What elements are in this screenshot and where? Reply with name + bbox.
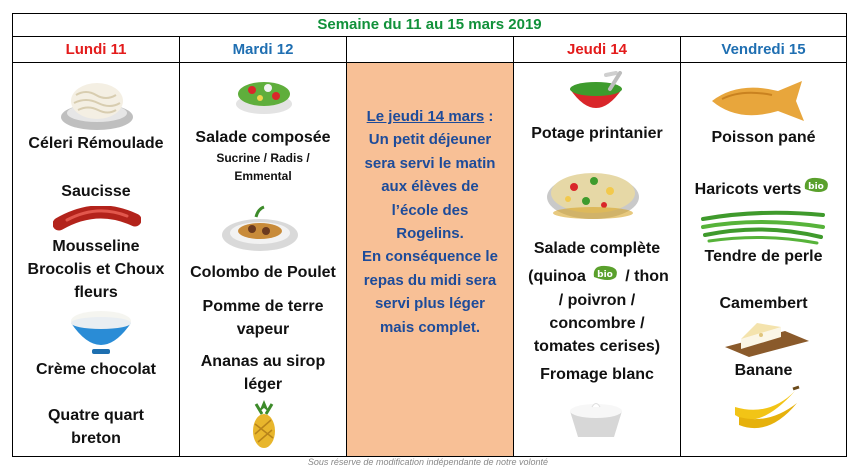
camembert-icon — [721, 313, 813, 357]
colombo-plate-icon — [220, 205, 300, 255]
week-title: Semaine du 11 au 15 mars 2019 — [13, 14, 847, 37]
celery-remoulade-icon — [58, 75, 136, 133]
day-header-lundi: Lundi 11 — [13, 37, 180, 63]
note-line-1: Un petit déjeuner — [368, 131, 492, 149]
note-line-4: l’école des — [391, 201, 469, 219]
note-line-2: sera servi le matin — [364, 154, 496, 172]
mardi-item-2: Sucrine / Radis / — [216, 151, 310, 165]
note-colon: : — [484, 108, 494, 125]
mardi-item-3: Emmental — [234, 169, 292, 183]
lundi-item-8: breton — [71, 430, 121, 447]
cream-bowl-icon — [68, 305, 134, 357]
vendredi-item-1: Poisson pané — [711, 129, 816, 146]
note-title: Le jeudi 14 mars — [366, 108, 485, 125]
jeudi-item-2: Salade complète — [533, 240, 661, 257]
svg-text:bio: bio — [808, 182, 824, 192]
vendredi-item-4: Camembert — [719, 295, 808, 312]
column-mardi — [180, 63, 347, 457]
soup-bowl-icon — [566, 71, 626, 117]
mardi-item-4: Colombo de Poulet — [190, 264, 336, 281]
mardi-item-5: Pomme de terre — [202, 298, 324, 315]
column-lundi — [13, 63, 180, 457]
note-line-7: repas du midi sera — [363, 271, 497, 289]
lundi-item-4: Brocolis et Choux — [27, 261, 165, 278]
jeudi-item-5: / poivron / — [558, 292, 636, 309]
day-header-mardi: Mardi 12 — [180, 37, 347, 63]
footer-note: Sous réserve de modification indépendante de notre volonté — [307, 457, 549, 467]
jeudi-item-8: Fromage blanc — [540, 366, 654, 383]
column-jeudi — [514, 63, 681, 457]
mixed-salad-icon — [544, 153, 642, 223]
mardi-item-7: Ananas au sirop — [200, 353, 326, 370]
vendredi-item-2: Haricots verts — [694, 181, 802, 198]
mardi-item-6: vapeur — [236, 321, 290, 338]
salad-bowl-icon — [232, 76, 296, 116]
jeudi-item-6: concombre / — [549, 315, 645, 332]
note-line-8: servi plus léger — [374, 295, 486, 313]
lundi-item-3: Mousseline — [52, 238, 140, 255]
jeudi-item-1: Potage printanier — [531, 125, 663, 142]
lundi-item-7: Quatre quart — [47, 407, 144, 424]
lundi-item-1: Céleri Rémoulade — [28, 135, 164, 152]
menu-table — [12, 13, 847, 457]
fromage-blanc-icon — [564, 399, 628, 441]
column-mercredi — [347, 63, 514, 457]
lundi-item-6: Crème chocolat — [35, 361, 157, 378]
day-header-mercredi — [347, 37, 514, 63]
pineapple-icon — [250, 398, 278, 450]
vendredi-item-3: Tendre de perle — [704, 248, 823, 265]
day-header-vendredi: Vendredi 15 — [681, 37, 847, 63]
vendredi-item-5: Banane — [734, 362, 793, 379]
green-beans-icon — [699, 205, 827, 245]
bio-label-icon — [801, 175, 831, 195]
column-vendredi — [681, 63, 847, 457]
mardi-item-1: Salade composée — [195, 129, 331, 146]
note-line-9: mais complet. — [379, 318, 481, 336]
note-line-3: aux élèves de — [381, 178, 479, 196]
note-line-6: En conséquence le — [362, 248, 498, 266]
lundi-item-5: fleurs — [74, 284, 118, 301]
mardi-item-8: léger — [243, 376, 283, 393]
day-header-jeudi: Jeudi 14 — [514, 37, 681, 63]
sausage-icon — [53, 206, 141, 234]
jeudi-item-3: (quinoa — [528, 268, 586, 285]
note-line-5: Rogelins. — [396, 225, 464, 243]
jeudi-item-7: tomates cerises) — [533, 338, 661, 355]
lundi-item-2: Saucisse — [61, 183, 131, 200]
svg-text:bio: bio — [597, 270, 613, 280]
banana-icon — [729, 385, 801, 433]
mercredi-note — [353, 105, 507, 339]
fried-fish-icon — [708, 79, 808, 125]
bio-label-icon — [590, 263, 620, 283]
jeudi-item-4: / thon — [625, 268, 669, 285]
